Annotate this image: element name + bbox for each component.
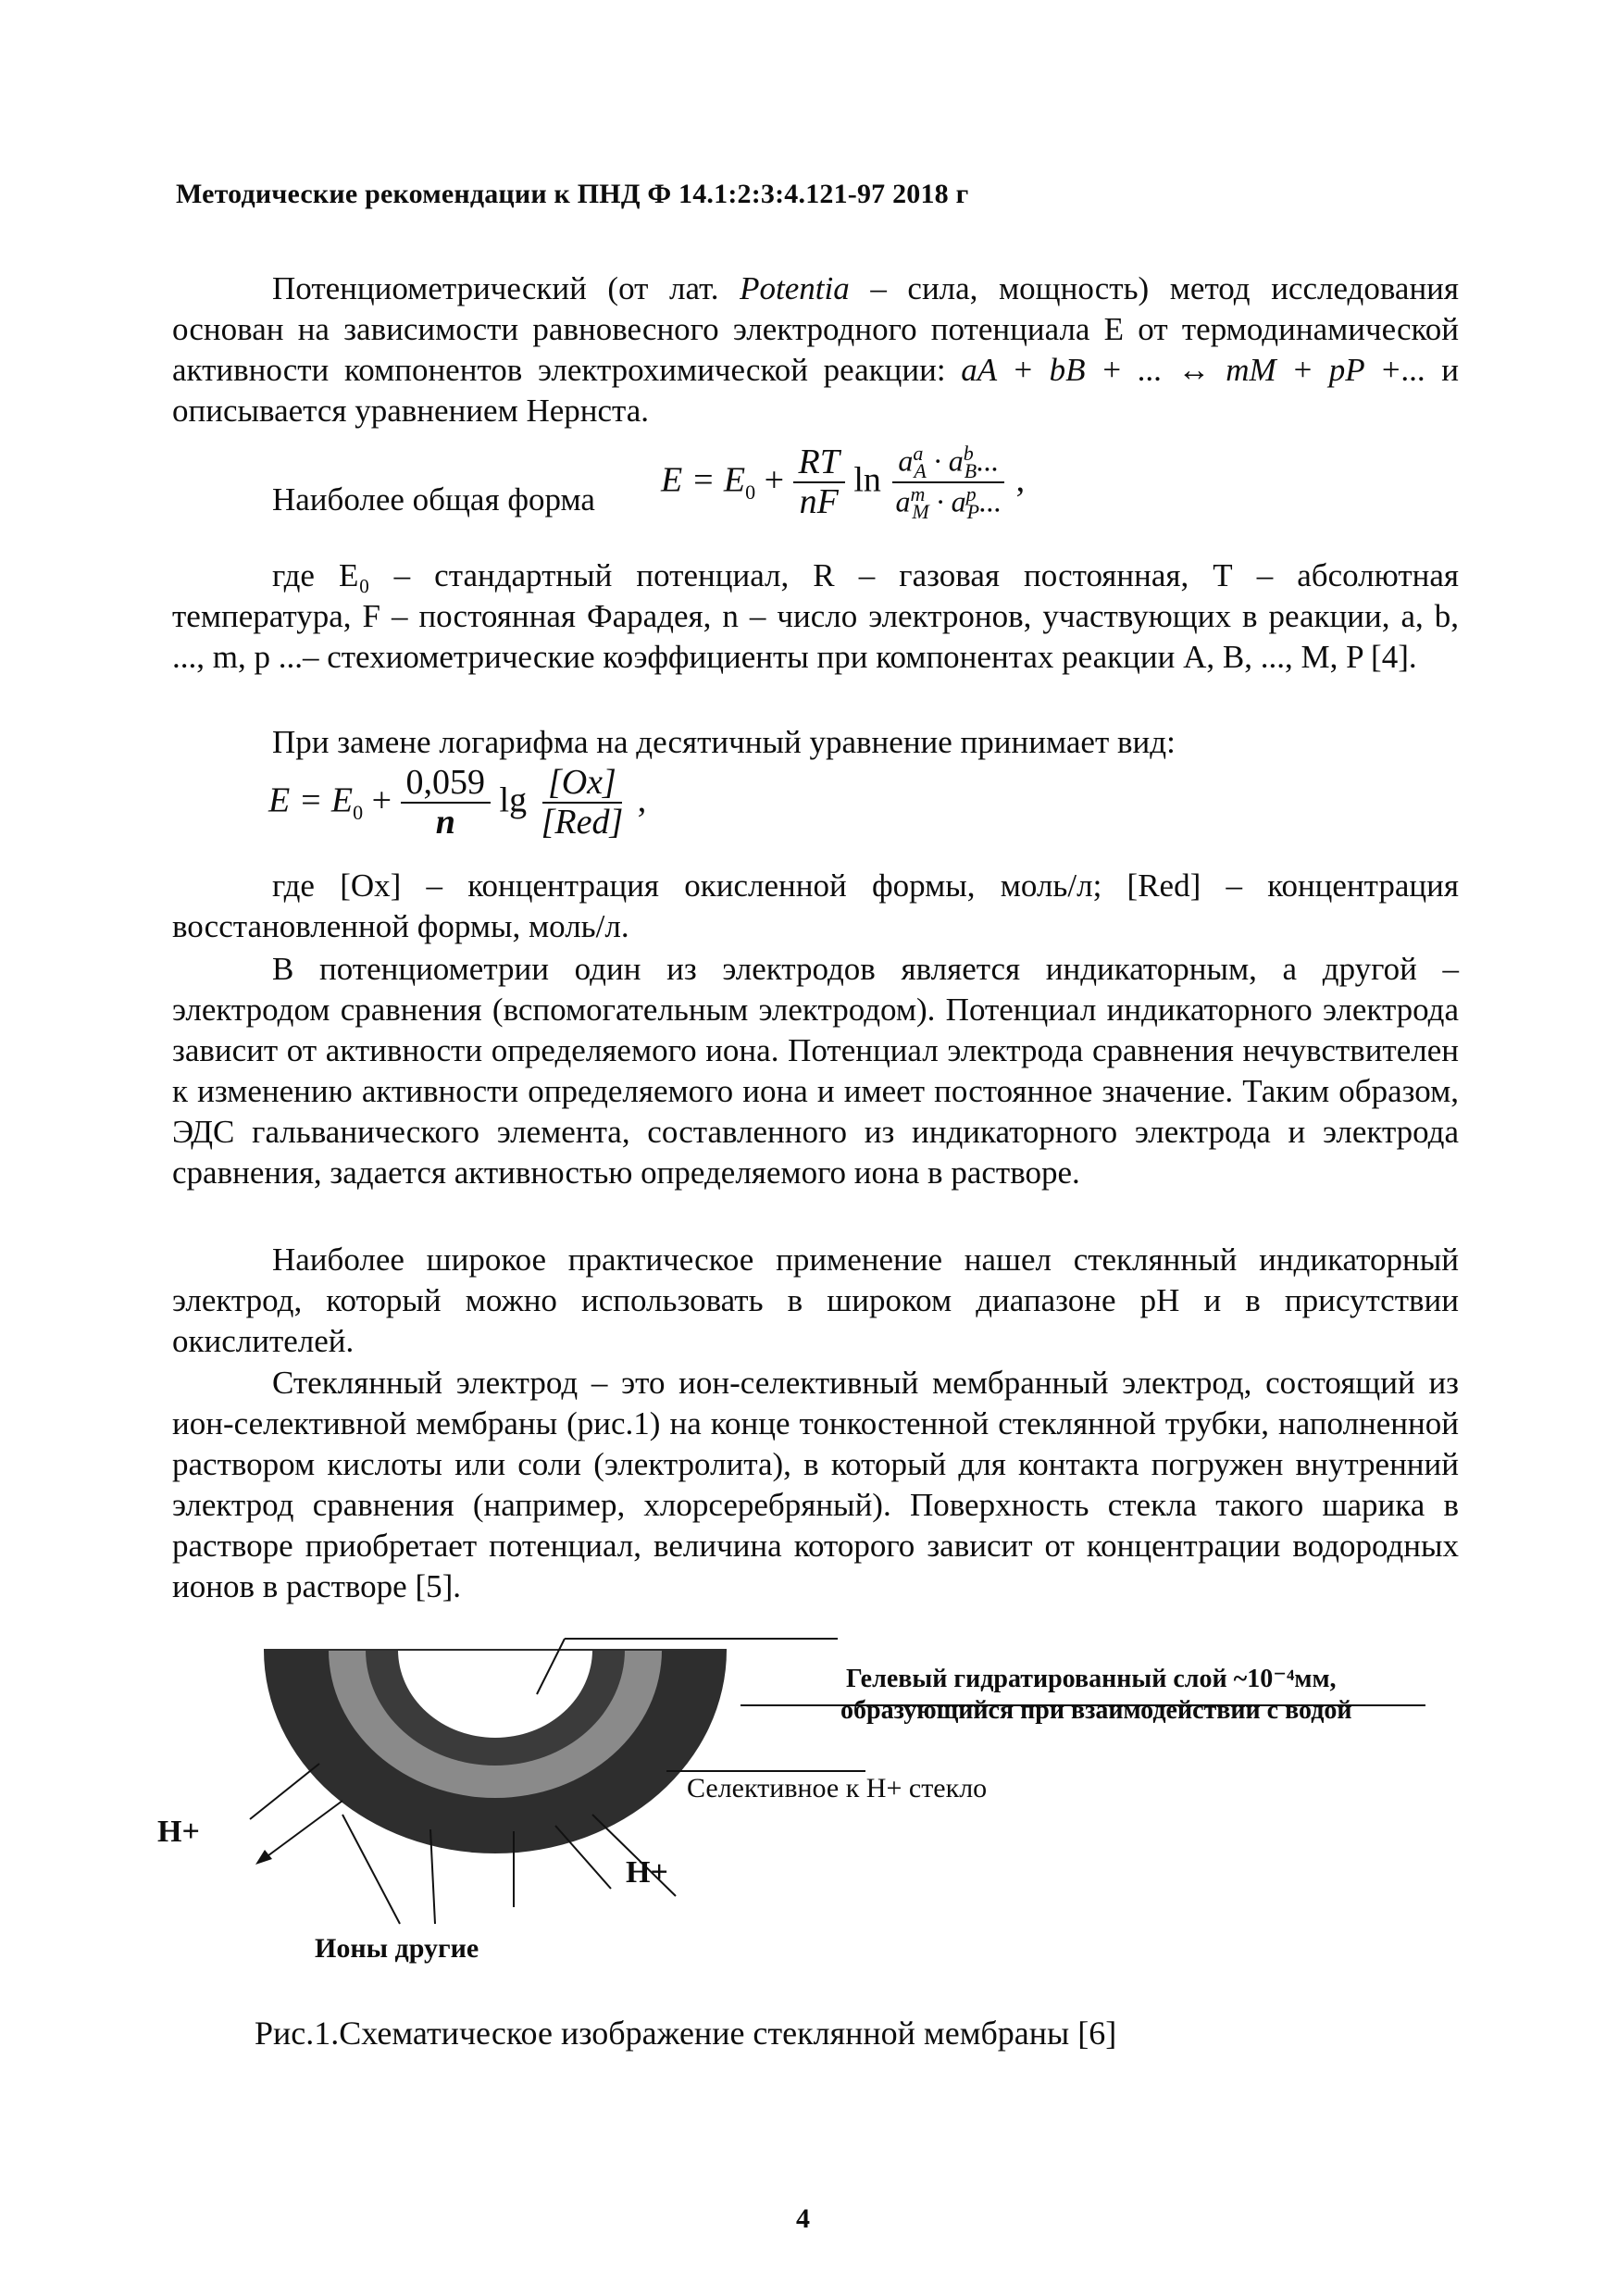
activity-denominator: $a^m_M \cdot a^p_P$... — [895, 482, 1002, 524]
eq2-coef-den: n — [435, 802, 455, 842]
intro-italic-term: Potentia — [740, 270, 850, 306]
glass-electrode-use-text: Наиболее широкое практическое применение нашел стеклянный индикаторный электрод, который можно использовать в широком диапазоне pH и в присутствии окислителей. — [172, 1242, 1459, 1359]
formula-lhs: E = E — [661, 460, 746, 500]
definitions-text: где E₀ – стандартный потенциал, R – газовая постоянная, Т – абсолютная температура, F – постоянная Фарадея, n – число электронов, участвующих в реакции, a, b, ..., m, p ...– стехиометрические коэффициенты при компонентах реакции A, B, ..., M, P [4]. — [172, 557, 1459, 675]
eq2-lg: lg — [499, 780, 528, 820]
formula-ln: ln — [853, 460, 881, 500]
eq2-lhs-sub: 0 — [353, 801, 364, 825]
eq2-ratio-fraction — [536, 765, 629, 842]
nernst-general-line — [272, 443, 1290, 554]
h-plus-right-label: Н+ — [626, 1855, 668, 1890]
ion-ray — [250, 1764, 319, 1819]
page-number: 4 — [796, 2203, 810, 2234]
paragraph-electrodes — [172, 949, 1459, 1193]
eq2-ratio-num: [Ox] — [542, 765, 622, 804]
activity-numerator: $a^a_A \cdot a^b_B$... — [892, 443, 1004, 483]
eq2-lhs: E = E — [268, 780, 354, 820]
ion-ray-arrow — [261, 1801, 342, 1861]
formula-comma: , — [1015, 460, 1026, 500]
formula-plus: + — [764, 460, 785, 500]
h-plus-left-label: Н+ — [157, 1815, 200, 1849]
paragraph-glass-electrode-description — [172, 1363, 1459, 1607]
paragraph-ox-red — [172, 866, 1459, 947]
membrane-diagram — [0, 1629, 1618, 1990]
membrane-figure — [0, 1629, 1618, 1990]
paragraph-glass-electrode-use — [172, 1240, 1459, 1362]
fraction-nf: nF — [799, 481, 839, 521]
paragraph-definitions — [172, 555, 1459, 678]
eq2-comma: , — [637, 780, 647, 820]
paragraph-intro — [172, 268, 1459, 431]
intro-text-c: и описывается уравнением Нернста. — [172, 352, 1459, 429]
ox-red-text: где [Ox] – концентрация окисленной формы, моль/л; [Red] – концентрация восстановленной формы, моль/л. — [172, 867, 1459, 944]
formula-lhs-sub: 0 — [745, 480, 756, 504]
formula-activity-fraction — [890, 443, 1007, 523]
glass-label: Селективное к Н+ стекло — [687, 1773, 988, 1803]
formula-rt-fraction — [793, 444, 845, 522]
arrow-head — [255, 1850, 272, 1865]
other-ions-label: Ионы другие — [315, 1933, 479, 1964]
eq2-coef-num: 0,059 — [401, 765, 492, 804]
nernst-decimal-formula — [268, 765, 646, 842]
intro-text-a: Потенциометрический (от лат. — [272, 270, 741, 306]
nernst-general-formula — [661, 443, 1025, 523]
eq2-coefficient-fraction — [401, 765, 492, 842]
fraction-rt: RT — [793, 444, 845, 483]
gel-label-line1: Гелевый гидратированный слой ~10⁻⁴мм, — [846, 1665, 1337, 1693]
intro-text-b: – сила, мощность) метод исследования основан на зависимости равновесного электродного потенциала Е от термодинамической активности компонентов электрохимической реакции: — [172, 270, 1460, 388]
eq2-plus: + — [371, 780, 392, 820]
paragraph-decimal-intro — [172, 722, 1459, 763]
glass-electrode-description-text: Стеклянный электрод – это ион-селективный мембранный электрод, состоящий из ион-селективной мембраны (рис.1) на конце тонкостенной стеклянной трубки, наполненной раствором кислоты или соли (электролита), в который для контакта погружен внутренний электрод сравнения (например, хлорсеребряный). Поверхность стекла такого шарика в растворе приобретает потенциал, величина которого зависит от концентрации водородных ионов в растворе [5]. — [172, 1365, 1459, 1604]
electrodes-text: В потенциометрии один из электродов является индикаторным, а другой – электродом сравнения (вспомогательным электродом). Потенциал индикаторного электрода зависит от активности определяемого иона. Потенциал электрода сравнения нечувствителен к изменению активности определяемого иона и имеет постоянное значение. Таким образом, ЭДС гальванического элемента, составленного из индикаторного электрода и электрода сравнения, задается активностью определяемого иона в растворе. — [172, 951, 1459, 1191]
reaction-equation: aA + bB + ... ↔ mM + pP +... — [961, 352, 1426, 388]
decimal-intro-text: При замене логарифма на десятичный уравнение принимает вид: — [272, 724, 1176, 760]
eq2-ratio-den: [Red] — [541, 802, 624, 842]
nernst-lead-text: Наиболее общая форма — [272, 481, 595, 518]
page-header: Методические рекомендации к ПНД Ф 14.1:2:3:4.121-97 2018 г — [176, 179, 969, 209]
gel-label-line2: образующийся при взаимодействии с водой — [840, 1696, 1352, 1725]
figure-caption: Рис.1.Схематическое изображение стеклянной мембраны [6] — [255, 2015, 1117, 2052]
